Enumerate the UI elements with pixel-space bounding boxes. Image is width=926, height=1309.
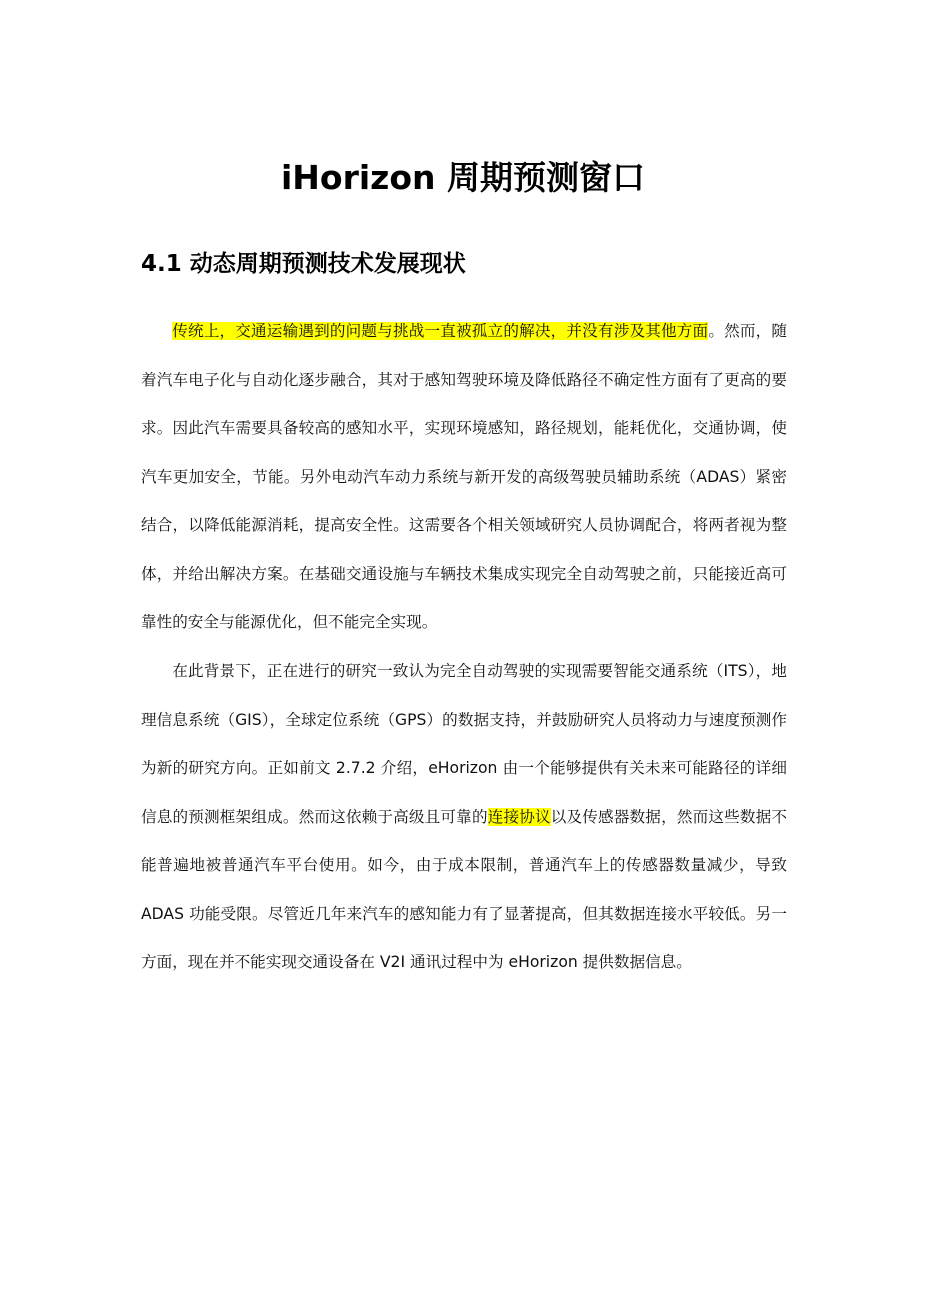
paragraph-text: 以及传感器数据，然而这些数据不能普遍地被普通汽车平台使用。如今，由于成本限制，普通汽车上的传感器数量减少，导致 ADAS 功能受限。尽管近几年来汽车的感知能力有了显著提高，但其数据连接水平较低。另一方面，现在并不能实现交通设备在 V2I 通讯过程中为 eHorizon 提供数据信息。	[141, 807, 787, 971]
section-heading: 4.1 动态周期预测技术发展现状	[141, 251, 466, 277]
paragraph-text: 。然而，随着汽车电子化与自动化逐步融合，其对于感知驾驶环境及降低路径不确定性方面有了更高的要求。因此汽车需要具备较高的感知水平，实现环境感知，路径规划，能耗优化，交通协调，使汽车更加安全，节能。另外电动汽车动力系统与新开发的高级驾驶员辅助系统（ADAS）紧密结合，以降低能源消耗，提高安全性。这需要各个相关领域研究人员协调配合，将两者视为整体，并给出解决方案。在基础交通设施与车辆技术集成实现完全自动驾驶之前，只能接近高可靠性的安全与能源优化，但不能完全实现。	[141, 322, 787, 631]
page-title: iHorizon 周期预测窗口	[280, 158, 646, 197]
paragraph-text: 在此背景下，正在进行的研究一致认为完全自动驾驶的实现需要智能交通系统（ITS），地理信息系统（GIS），全球定位系统（GPS）的数据支持，并鼓励研究人员将动力与速度预测作为新的研究方向。正如前文 2.7.2 介绍，eHorizon 由一个能够提供有关未来可能路径的详细信息的预测框架组成。然而这依赖于高级且可靠的	[141, 662, 787, 826]
highlighted-text: 连接协议	[487, 807, 551, 826]
paragraph-2	[141, 647, 787, 987]
highlighted-text: 传统上，交通运输遇到的问题与挑战一直被孤立的解决，并没有涉及其他方面	[172, 322, 709, 340]
paragraph-1	[141, 307, 787, 647]
